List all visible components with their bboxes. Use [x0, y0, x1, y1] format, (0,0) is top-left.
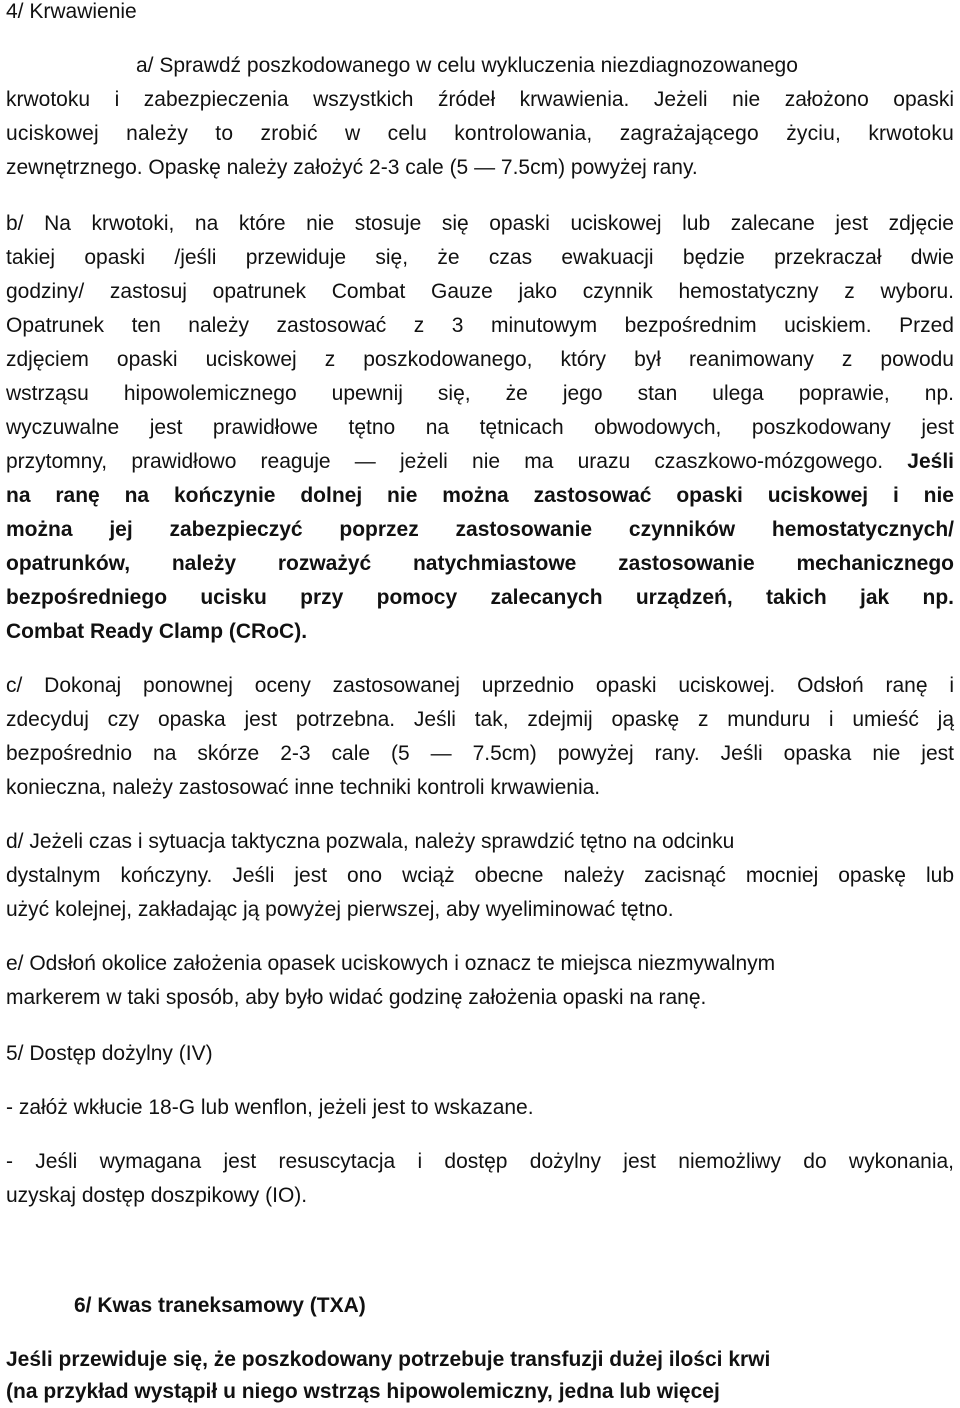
para-b-line-11: opatrunków, należy rozważyć natychmiastowe zastosowanie mechanicznego — [6, 552, 954, 575]
para-b-line-6: wstrząsu hipowolemicznego upewnij się, że jego stan ulega poprawie, np. — [6, 382, 954, 405]
para-d-line-1: d/ Jeżeli czas i sytuacja taktyczna pozwala, należy sprawdzić tętno na odcinku — [6, 830, 735, 853]
para-b-line-8-normal: przytomny, prawidłowo reaguje — jeżeli nie ma urazu czaszkowo-mózgowego. — [6, 450, 908, 473]
txa-line-2: (na przykład wystąpił u niego wstrząs hipowolemiczny, jedna lub więcej — [6, 1380, 720, 1403]
para-b-line-2: takiej opaski /jeśli przewiduje się, że czas ewakuacji będzie przekraczał dwie — [6, 246, 954, 269]
section-heading-iv-access: 5/ Dostęp dożylny (IV) — [6, 1042, 213, 1065]
para-b-line-7: wyczuwalne jest prawidłowe tętno na tętnicach obwodowych, poszkodowany jest — [6, 416, 954, 439]
para-a-line-1: a/ Sprawdź poszkodowanego w celu wykluczenia niezdiagnozowanego — [136, 54, 798, 77]
para-e-line-1: e/ Odsłoń okolice założenia opasek uciskowych i oznacz te miejsca niezmywalnym — [6, 952, 776, 975]
para-e-line-2: markerem w taki sposób, aby było widać godzinę założenia opaski na ranę. — [6, 986, 707, 1009]
para-d-line-2: dystalnym kończyny. Jeśli jest ono wciąż obecne należy zacisnąć mocniej opaskę lub — [6, 864, 954, 887]
para-b-line-10: można jej zabezpieczyć poprzez zastosowanie czynników hemostatycznych/ — [6, 518, 954, 541]
iv-item-2-line-2: uzyskaj dostęp doszpikowy (IO). — [6, 1184, 308, 1207]
para-b-line-1: b/ Na krwotoki, na które nie stosuje się opaski uciskowej lub zalecane jest zdjęcie — [6, 212, 954, 235]
para-a-line-4: zewnętrznego. Opaskę należy założyć 2-3 cale (5 — 7.5cm) powyżej rany. — [6, 156, 698, 179]
iv-item-2-line-1: - Jeśli wymagana jest resuscytacja i dostęp dożylny jest niemożliwy do wykonania, — [6, 1150, 954, 1173]
para-b-line-9: na ranę na kończynie dolnej nie można zastosować opaski uciskowej i nie — [6, 484, 954, 507]
para-c-line-4: konieczna, należy zastosować inne techniki kontroli krwawienia. — [6, 776, 601, 799]
para-a-line-2: krwotoku i zabezpieczenia wszystkich źródeł krwawienia. Jeżeli nie założono opaski — [6, 88, 954, 111]
para-b-line-3: godziny/ zastosuj opatrunek Combat Gauze jako czynnik hemostatyczny z wyboru. — [6, 280, 954, 303]
section-heading-bleeding: 4/ Krwawienie — [6, 0, 137, 23]
para-d-line-3: użyć kolejnej, zakładając ją powyżej pierwszej, aby wyeliminować tętno. — [6, 898, 674, 921]
para-c-line-2: zdecyduj czy opaska jest potrzebna. Jeśli tak, zdejmij opaskę z munduru i umieść ją — [6, 708, 954, 731]
para-b-line-13: Combat Ready Clamp (CRoC). — [6, 620, 308, 643]
iv-item-1: - załóż wkłucie 18-G lub wenflon, jeżeli jest to wskazane. — [6, 1096, 534, 1119]
para-b-line-12: bezpośredniego ucisku przy pomocy zalecanych urządzeń, takich jak np. — [6, 586, 954, 609]
para-b-line-8 — [6, 450, 954, 476]
para-c-line-1: c/ Dokonaj ponownej oceny zastosowanej uprzednio opaski uciskowej. Odsłoń ranę i — [6, 674, 954, 697]
para-a-line-3: uciskowej należy to zrobić w celu kontrolowania, zagrażającego życiu, krwotoku — [6, 122, 954, 145]
para-b-line-4: Opatrunek ten należy zastosować z 3 minutowym bezpośrednim uciskiem. Przed — [6, 314, 954, 337]
txa-line-1: Jeśli przewiduje się, że poszkodowany potrzebuje transfuzji dużej ilości krwi — [6, 1348, 771, 1371]
para-c-line-3: bezpośrednio na skórze 2-3 cale (5 — 7.5cm) powyżej rany. Jeśli opaska nie jest — [6, 742, 954, 765]
section-heading-txa: 6/ Kwas traneksamowy (TXA) — [74, 1294, 366, 1317]
para-b-line-8-bold: Jeśli — [907, 450, 954, 473]
para-b-line-5: zdjęciem opaski uciskowej z poszkodowanego, który był reanimowany z powodu — [6, 348, 954, 371]
